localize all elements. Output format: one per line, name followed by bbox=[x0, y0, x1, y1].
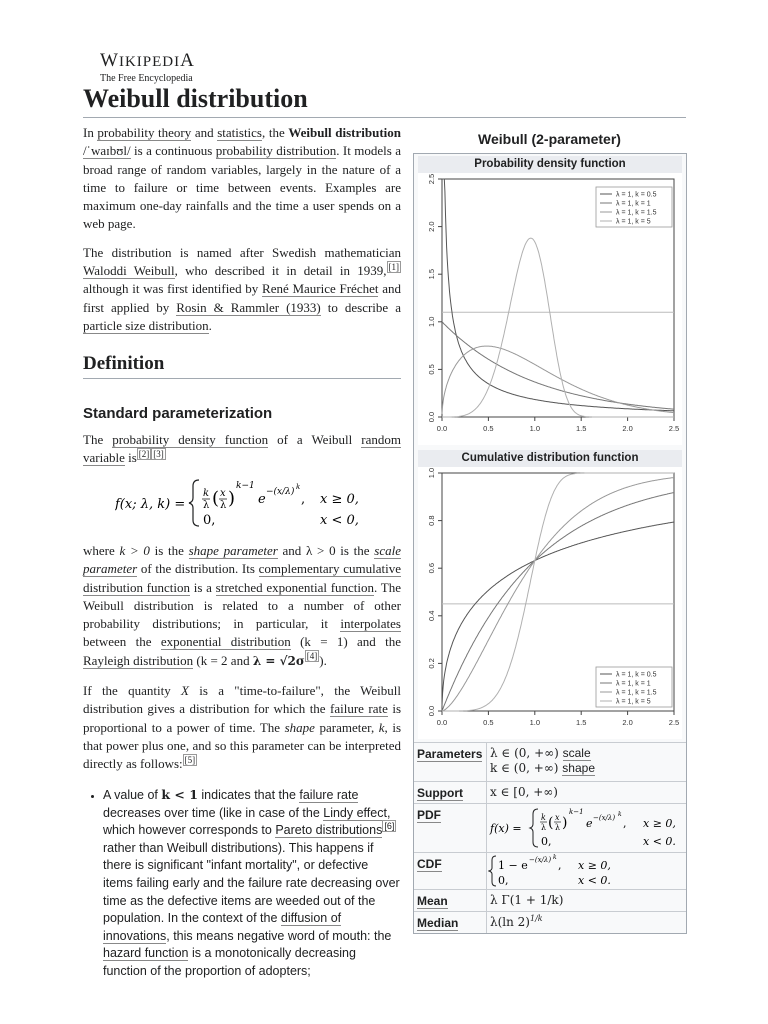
link-waloddi-weibull[interactable]: Waloddi Weibull bbox=[83, 263, 175, 279]
paren: ( bbox=[212, 488, 220, 509]
y-tick-label: 1.0 bbox=[427, 316, 436, 328]
comma: , bbox=[558, 859, 562, 872]
y-tick-label: 0.0 bbox=[427, 705, 436, 717]
link-pareto[interactable]: Pareto distributions bbox=[275, 823, 383, 838]
x-tick-label: 1.0 bbox=[529, 718, 541, 727]
x-tick-label: 0.0 bbox=[436, 718, 448, 727]
x-tick-label: 2.5 bbox=[668, 424, 680, 433]
x-tick-label: 2.5 bbox=[668, 718, 680, 727]
formula-case2-val: 0, bbox=[203, 513, 216, 528]
pdf-cond1: x ≥ 0, bbox=[643, 817, 676, 830]
link-ipa[interactable]: /ˈwaɪbʊl/ bbox=[83, 143, 131, 159]
logo-tagline: The Free Encyclopedia bbox=[100, 73, 193, 84]
frac-x: x bbox=[220, 488, 226, 499]
value-median: λ(ln 2)$^{1/k}$ bbox=[490, 914, 543, 929]
label-median: Median bbox=[417, 916, 459, 930]
link-frechet[interactable]: René Maurice Fréchet bbox=[262, 281, 379, 297]
exp-power: −(x/λ) bbox=[266, 487, 295, 497]
formula-lhs: f(x; λ, k) = bbox=[115, 497, 186, 512]
intro-paragraph-2: The distribution is named after Swedish mathematician Waloddi Weibull, who described it in detail in 1939, [1] although it was first identified by René Maurice Fréchet and first applied by Rosin & Rammler (1933) to describe a particle size distribution. bbox=[83, 244, 401, 333]
page-title: Weibull distribution bbox=[83, 84, 308, 113]
link-shape[interactable]: shape bbox=[562, 761, 595, 775]
frac-lam: λ bbox=[220, 500, 227, 511]
ref-1[interactable]: [1] bbox=[388, 261, 399, 272]
definition-divider bbox=[83, 378, 401, 379]
cdf-c1-val: 1 − e bbox=[498, 859, 528, 872]
pdf-c2-val: 0, bbox=[541, 835, 552, 848]
infobox-title: Weibull (2-parameter) bbox=[478, 131, 621, 147]
value-mean: λ Γ(1 + 1/k) bbox=[490, 893, 564, 907]
pdf-cond2: x < 0. bbox=[643, 835, 676, 848]
comma: , bbox=[623, 817, 627, 830]
legend-label: λ = 1, k = 5 bbox=[616, 698, 651, 706]
value-pdf bbox=[488, 805, 684, 851]
link-hazard-function[interactable]: hazard function bbox=[103, 946, 189, 961]
y-tick-label: 0.5 bbox=[427, 364, 436, 375]
pdf-exponent: k−1 bbox=[569, 808, 584, 816]
link-scale[interactable]: scale bbox=[562, 746, 591, 760]
link-failure-rate-2[interactable]: failure rate bbox=[299, 788, 359, 802]
pdf-header: Probability density function bbox=[418, 156, 682, 173]
pdf-power: −(x/λ) bbox=[593, 814, 616, 822]
value-support: x ∈ [0, +∞) bbox=[490, 785, 558, 799]
formula-case1-lam: λ bbox=[203, 500, 210, 511]
legend-label: λ = 1, k = 5 bbox=[616, 218, 651, 226]
cdf-chart[interactable] bbox=[418, 467, 682, 739]
legend-label: λ = 1, k = 1.5 bbox=[616, 209, 657, 217]
shape-bullets bbox=[83, 786, 401, 981]
cdf-exp: −(x/λ) bbox=[529, 856, 552, 864]
formula-brace bbox=[189, 480, 199, 526]
pdf-lhs: f(x) = bbox=[490, 822, 522, 835]
row-support bbox=[414, 781, 686, 803]
pdf-formula bbox=[115, 472, 375, 532]
pdf-chart[interactable] bbox=[418, 173, 682, 445]
ref-6[interactable]: [6] bbox=[384, 821, 395, 832]
definition-paragraph-1: The probability density function of a Weibull random variable is [2] [3] bbox=[83, 432, 401, 466]
ref-3[interactable]: [3] bbox=[153, 448, 164, 459]
y-tick-label: 0.8 bbox=[427, 515, 436, 526]
intro-section bbox=[83, 124, 401, 335]
label-parameters: Parameters bbox=[417, 747, 483, 761]
y-tick-label: 2.0 bbox=[427, 221, 436, 232]
logo-wordmark: WIKIPEDIA bbox=[100, 50, 195, 71]
link-rayleigh-distribution[interactable]: Rayleigh distribution bbox=[83, 652, 194, 668]
y-tick-label: 0.4 bbox=[427, 610, 436, 622]
link-particle-size[interactable]: particle size distribution bbox=[83, 317, 209, 333]
cdf-cond2: x < 0. bbox=[578, 874, 611, 887]
link-pdf[interactable]: probability density function bbox=[112, 432, 269, 447]
intro-paragraph-1: In probability theory and statistics, the Weibull distribution /ˈwaɪbʊl/ is a continuous probability distribution. It models a broad range of random variables, largely in the nature of a time to failure or time between events. Examples are maximum one-day rainfalls and the time a user spends on a web page. bbox=[83, 125, 401, 232]
value-parameters: λ ∈ (0, +∞) scale k ∈ (0, +∞) shape bbox=[490, 746, 595, 775]
definition-heading: Definition bbox=[83, 353, 165, 374]
label-pdf: PDF bbox=[417, 808, 441, 822]
formula-case1-cond: x ≥ 0, bbox=[320, 492, 359, 507]
cdf-c2-val: 0, bbox=[498, 874, 509, 887]
formula-case1-k: k bbox=[203, 488, 210, 499]
legend-label: λ = 1, k = 1 bbox=[616, 680, 651, 688]
x-tick-label: 0.5 bbox=[483, 718, 494, 727]
y-tick-label: 1.5 bbox=[427, 268, 436, 280]
row-median bbox=[414, 911, 686, 933]
link-random-variable[interactable]: random variable bbox=[83, 432, 401, 466]
formula-case2-cond: x < 0, bbox=[320, 513, 359, 528]
x-tick-label: 1.5 bbox=[575, 424, 587, 433]
pdf-k: k bbox=[541, 813, 546, 822]
link-probability-theory[interactable]: probability theory bbox=[97, 125, 192, 140]
definition-body bbox=[83, 542, 401, 774]
definition-intro bbox=[83, 431, 401, 468]
bold-term: Weibull distribution bbox=[288, 125, 401, 140]
list-item: • A value of k < 1 indicates that the failure rate decreases over time (like in case of the Lindy effect, which however corresponds to Pareto distributions [6] rather than Weibull distributions). This happens if there is significant "infant mortality", or defective items failing early and the failure rate decreasing over time as the defective items are weeded out of the population. In the context of the diffusion of innovations, this means negative word of mouth: the hazard function is a monotonically decreasing function of the proportion of adopters; bbox=[103, 786, 401, 981]
link-statistics[interactable]: statistics bbox=[217, 125, 262, 140]
x-tick-label: 1.5 bbox=[575, 718, 587, 727]
link-interpolates[interactable]: interpolates bbox=[340, 616, 401, 632]
legend-label: λ = 1, k = 1 bbox=[616, 200, 651, 208]
label-cdf: CDF bbox=[417, 857, 442, 871]
legend-label: λ = 1, k = 1.5 bbox=[616, 689, 657, 697]
link-shape-parameter[interactable]: shape parameter bbox=[188, 543, 278, 558]
cdf-header: Cumulative distribution function bbox=[418, 450, 682, 467]
cdf-exp-k: k bbox=[553, 854, 557, 861]
value-cdf bbox=[488, 854, 684, 890]
x-tick-label: 2.0 bbox=[622, 718, 633, 727]
cdf-cond1: x ≥ 0, bbox=[578, 859, 611, 872]
paren: ) bbox=[562, 815, 568, 831]
label-mean: Mean bbox=[417, 894, 448, 908]
comma: , bbox=[301, 492, 306, 507]
ref-5[interactable]: [5] bbox=[184, 754, 196, 765]
definition-paragraph-2: where k > 0 is the shape parameter and λ > 0 is the scale parameter of the distribution. Its complementary cumulative distribution function is a stretched exponential function. The Weibull distribution is related to a number of other probability distributions; in particular, it interpolates between the exponential distribution (k = 1) and the Rayleigh distribution (k = 2 and λ = √2σ [4] ). bbox=[83, 543, 401, 668]
row-parameters bbox=[414, 742, 686, 781]
link-lindy-effect[interactable]: Lindy effect bbox=[323, 805, 387, 820]
ref-2[interactable]: [2] bbox=[138, 448, 150, 459]
wikipedia-logo[interactable] bbox=[100, 50, 195, 85]
y-tick-label: 1.0 bbox=[427, 467, 436, 479]
pdf-lam: λ bbox=[541, 823, 547, 832]
row-pdf bbox=[414, 803, 686, 852]
exp-e: e bbox=[258, 492, 266, 507]
paren: ( bbox=[548, 815, 554, 831]
y-tick-label: 2.5 bbox=[427, 173, 436, 185]
ref-4[interactable]: [4] bbox=[306, 651, 318, 662]
definition-paragraph-3: If the quantity X is a "time-to-failure", the Weibull distribution gives a distribution for which the failure rate is proportional to a power of time. The shape parameter, k, is that power plus one, and so this parameter can be interpreted directly as follows: [5] bbox=[83, 683, 402, 772]
row-cdf bbox=[414, 852, 686, 889]
exp-k: k bbox=[296, 483, 301, 491]
link-stretched-exponential[interactable]: stretched exponential function bbox=[215, 579, 375, 595]
cdf-brace bbox=[489, 856, 496, 886]
label-support: Support bbox=[417, 786, 463, 800]
paren: ) bbox=[228, 488, 236, 509]
y-tick-label: 0.0 bbox=[427, 411, 436, 423]
y-tick-label: 0.2 bbox=[427, 658, 436, 669]
x-tick-label: 0.0 bbox=[436, 424, 448, 433]
pdf-e: e bbox=[586, 817, 593, 830]
pdf-brace bbox=[530, 809, 538, 847]
link-probability-distribution[interactable]: probability distribution bbox=[215, 143, 337, 159]
x-tick-label: 0.5 bbox=[483, 424, 494, 433]
pdf-lam2: λ bbox=[555, 823, 561, 832]
legend-label: λ = 1, k = 0.5 bbox=[616, 671, 657, 679]
link-diffusion[interactable]: diffusion of innovations bbox=[103, 911, 342, 943]
pdf-k-sup: k bbox=[618, 811, 622, 818]
link-rosin-rammler[interactable]: Rosin & Rammler (1933) bbox=[176, 299, 321, 315]
standard-param-heading: Standard parameterization bbox=[83, 405, 273, 422]
link-failure-rate[interactable]: failure rate bbox=[330, 701, 388, 717]
y-tick-label: 0.6 bbox=[427, 562, 436, 574]
exponent: k−1 bbox=[236, 481, 255, 491]
row-mean bbox=[414, 889, 686, 911]
x-tick-label: 1.0 bbox=[529, 424, 541, 433]
link-exponential-distribution[interactable]: exponential distribution bbox=[160, 634, 291, 650]
x-tick-label: 2.0 bbox=[622, 424, 633, 433]
title-divider bbox=[83, 117, 686, 118]
pdf-x: x bbox=[555, 813, 560, 822]
legend-label: λ = 1, k = 0.5 bbox=[616, 191, 657, 199]
link-scale-parameter[interactable]: scale parameter bbox=[83, 543, 401, 577]
link-ccdf[interactable]: complementary cumulative distribution function bbox=[83, 561, 401, 595]
